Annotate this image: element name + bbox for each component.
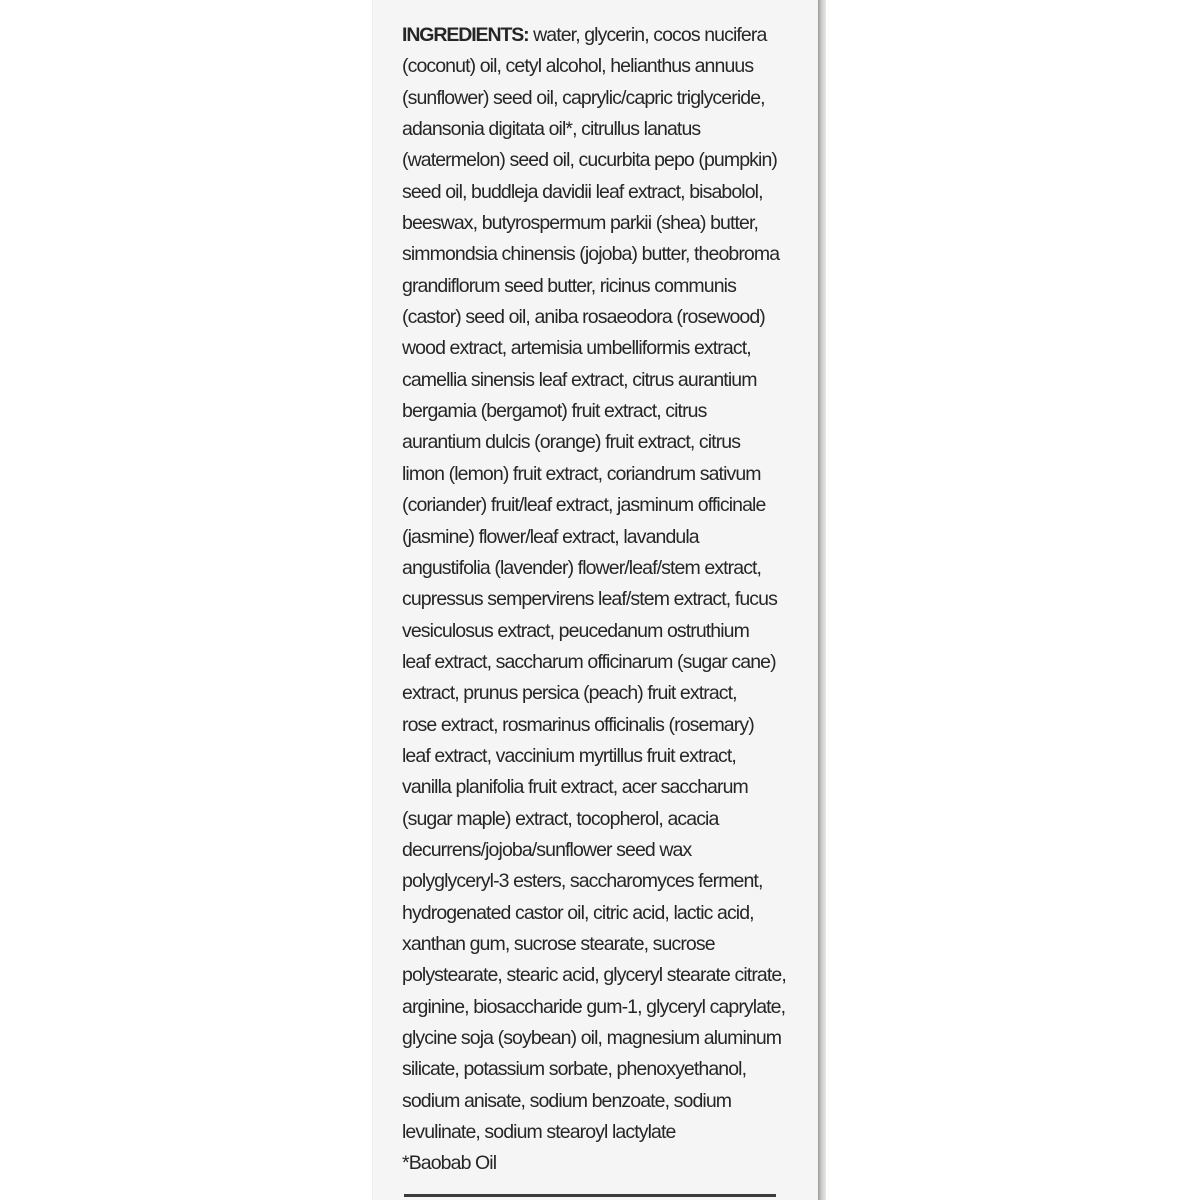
ingredient-line: levulinate, sodium stearoyl lactylate: [402, 1121, 676, 1144]
ingredients-label: INGREDIENTS:: [402, 24, 529, 46]
ingredient-line: (castor) seed oil, aniba rosaeodora (rosewood): [402, 306, 765, 329]
bottom-divider: [404, 1194, 776, 1197]
ingredient-line: sodium anisate, sodium benzoate, sodium: [402, 1089, 732, 1112]
ingredient-line: seed oil, buddleja davidii leaf extract, bisabolol,: [402, 180, 763, 203]
ingredient-line: (jasmine) flower/leaf extract, lavandula: [402, 525, 699, 548]
ingredient-line: arginine, biosaccharide gum-1, glyceryl caprylate,: [402, 995, 786, 1018]
ingredient-line: xanthan gum, sucrose stearate, sucrose: [402, 932, 715, 955]
ingredient-line: hydrogenated castor oil, citric acid, lactic acid,: [402, 901, 754, 924]
ingredient-line: (sugar maple) extract, tocopherol, acacia: [402, 807, 719, 830]
ingredient-line: (coriander) fruit/leaf extract, jasminum officinale: [402, 494, 766, 517]
ingredient-line: bergamia (bergamot) fruit extract, citrus: [402, 400, 707, 423]
ingredient-line: extract, prunus persica (peach) fruit extract,: [402, 682, 737, 705]
ingredient-line: (sunflower) seed oil, caprylic/capric triglyceride,: [402, 86, 765, 109]
ingredient-line: polyglyceryl-3 esters, saccharomyces ferment,: [402, 870, 763, 893]
ingredient-line: beeswax, butyrospermum parkii (shea) butter,: [402, 212, 758, 235]
ingredients-first-line: [402, 20, 802, 51]
ingredients-footnote: *Baobab Oil: [402, 1152, 497, 1175]
package-edge: [818, 0, 826, 1200]
ingredient-line: (coconut) oil, cetyl alcohol, helianthus annuus: [402, 55, 754, 78]
ingredient-line: grandiflorum seed butter, ricinus communis: [402, 274, 736, 297]
ingredient-line: leaf extract, saccharum officinarum (sugar cane): [402, 650, 776, 673]
ingredient-line: simmondsia chinensis (jojoba) butter, theobroma: [402, 243, 780, 266]
ingredient-line: camellia sinensis leaf extract, citrus aurantium: [402, 368, 757, 391]
ingredient-line: silicate, potassium sorbate, phenoxyethanol,: [402, 1058, 747, 1081]
ingredient-line: glycine soja (soybean) oil, magnesium aluminum: [402, 1027, 782, 1049]
ingredient-line: rose extract, rosmarinus officinalis (rosemary): [402, 713, 754, 736]
ingredient-line: decurrens/jojoba/sunflower seed wax: [402, 838, 692, 861]
ingredient-line: leaf extract, vaccinium myrtillus fruit extract,: [402, 744, 736, 767]
ingredient-line: (watermelon) seed oil, cucurbita pepo (pumpkin): [402, 149, 777, 172]
ingredient-line: aurantium dulcis (orange) fruit extract, citrus: [402, 431, 741, 454]
ingredients-list: [402, 20, 802, 1180]
ingredient-line: vanilla planifolia fruit extract, acer saccharum: [402, 776, 748, 799]
ingredient-line: polystearate, stearic acid, glyceryl stearate citrate,: [402, 964, 786, 987]
ingredient-line: wood extract, artemisia umbelliformis extract,: [402, 337, 751, 360]
ingredient-line: vesiculosus extract, peucedanum ostruthium: [402, 619, 749, 642]
ingredient-line: angustifolia (lavender) flower/leaf/stem extract,: [402, 556, 762, 579]
ingredients-first-line-text: water, glycerin, cocos nucifera: [528, 24, 767, 46]
ingredient-line: limon (lemon) fruit extract, coriandrum sativum: [402, 462, 761, 485]
ingredient-line: cupressus sempervirens leaf/stem extract, fucus: [402, 588, 777, 611]
ingredient-line: adansonia digitata oil*, citrullus lanatus: [402, 118, 701, 141]
